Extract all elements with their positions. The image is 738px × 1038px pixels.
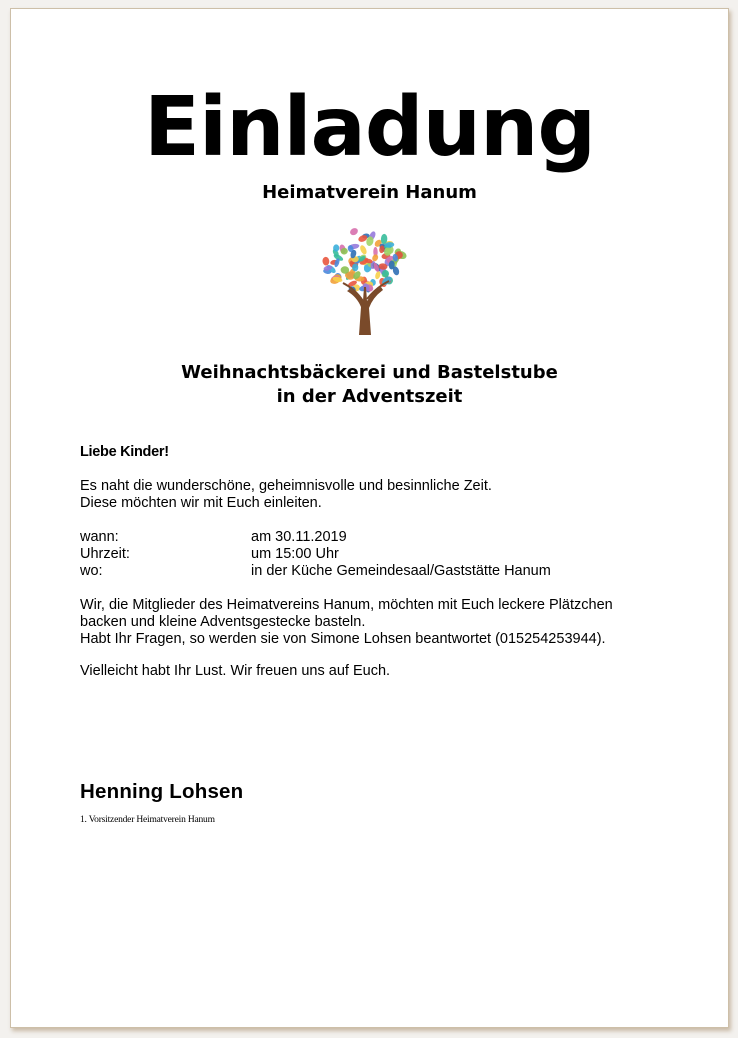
invite-line: Wir, die Mitglieder des Heimatvereins Hanum, möchten mit Euch leckere Plätzchen xyxy=(80,597,613,613)
detail-label: wo: xyxy=(80,563,103,579)
hand-leaf xyxy=(322,257,330,266)
detail-label: wann: xyxy=(80,529,119,545)
document-page xyxy=(10,8,729,1028)
event-title-line-1: Weihnachtsbäckerei und Bastelstube xyxy=(181,362,558,383)
intro-paragraph xyxy=(80,478,680,512)
hand-leaf xyxy=(349,227,359,237)
tree-of-hands-icon xyxy=(319,221,409,335)
invite-line: Habt Ihr Fragen, so werden sie von Simone Lohsen beantwortet (015254253944). xyxy=(80,631,606,647)
intro-line: Es naht die wunderschöne, geheimnisvolle und besinnliche Zeit. xyxy=(80,478,492,494)
signer-role: 1. Vorsitzender Heimatverein Hanum xyxy=(80,815,215,825)
detail-value: um 15:00 Uhr xyxy=(251,546,339,562)
detail-value: in der Küche Gemeindesaal/Gaststätte Hanum xyxy=(251,563,551,579)
event-title-line-2: in der Adventszeit xyxy=(276,386,463,407)
signer-name: Henning Lohsen xyxy=(80,780,244,803)
event-title xyxy=(11,361,728,409)
detail-row-time xyxy=(80,546,680,563)
hand-leaf xyxy=(333,244,339,251)
event-details xyxy=(80,529,680,580)
invite-line: backen und kleine Adventsgestecke basteln. xyxy=(80,614,366,630)
detail-value: am 30.11.2019 xyxy=(251,529,347,545)
subtitle: Heimatverein Hanum xyxy=(262,182,477,203)
intro-line: Diese möchten wir mit Euch einleiten. xyxy=(80,495,322,511)
closing-line: Vielleicht habt Ihr Lust. Wir freuen uns auf Euch. xyxy=(80,663,391,679)
greeting: Liebe Kinder! xyxy=(80,444,169,460)
invite-paragraph xyxy=(80,597,680,648)
detail-label: Uhrzeit: xyxy=(80,546,130,562)
page-title: Einladung xyxy=(143,80,596,175)
detail-row-where xyxy=(80,563,680,580)
detail-row-when xyxy=(80,529,680,546)
hand-leaf xyxy=(359,244,368,255)
